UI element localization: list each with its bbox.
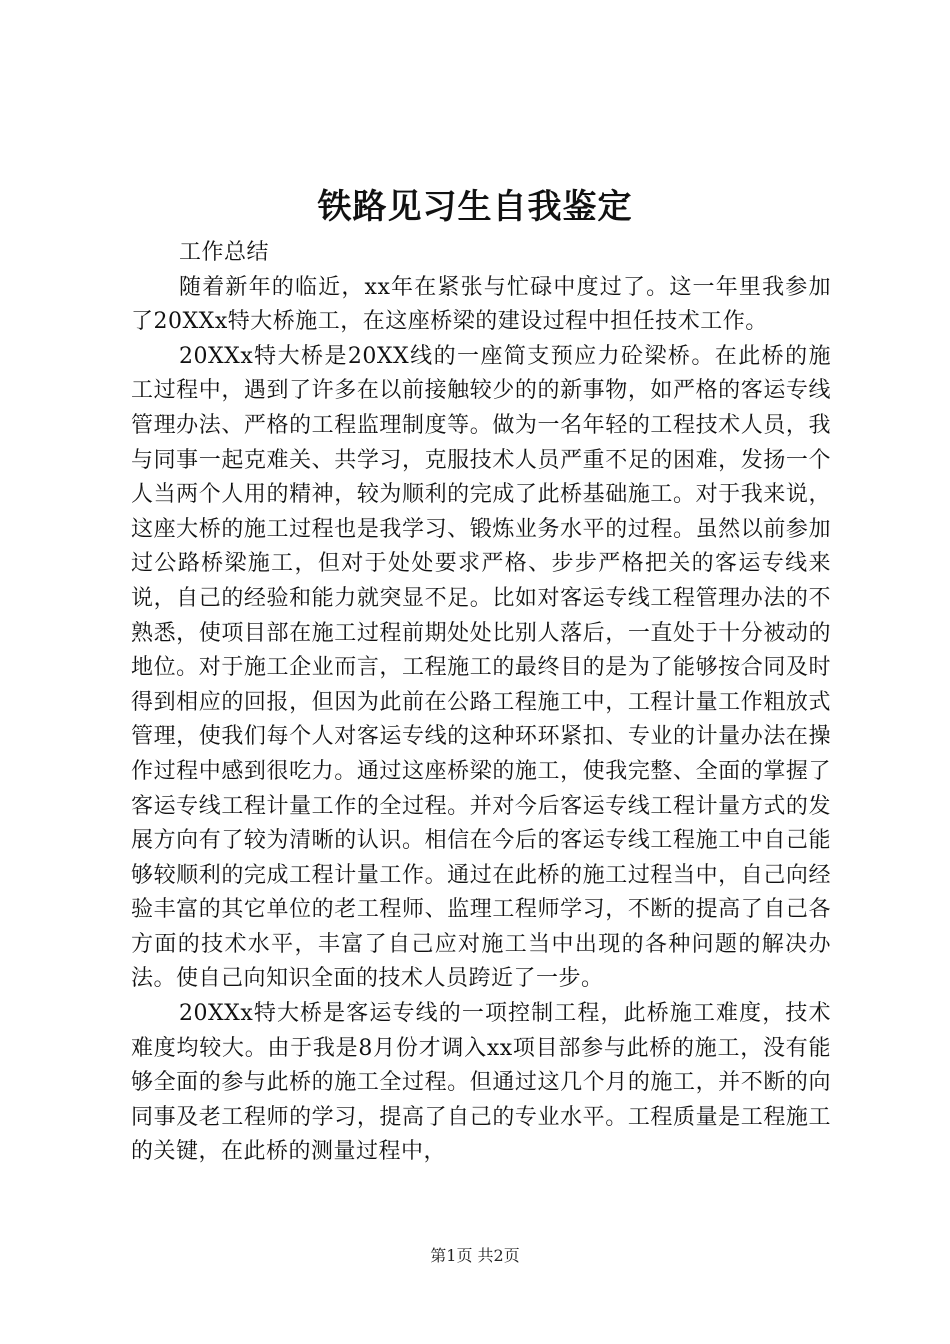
paragraph: 随着新年的临近，xx年在紧张与忙碌中度过了。这一年里我参加了20XXx特大桥施工，在这座桥梁的建设过程中担任技术工作。 [131, 274, 831, 335]
paragraph: 20XXx特大桥是客运专线的一项控制工程，此桥施工难度，技术难度均较大。由于我是8月份才调入xx项目部参与此桥的施工，没有能够全面的参与此桥的施工全过程。但通过这几个月的施工，并不断的向同事及老工程师的学习，提高了自己的专业水平。工程质量是工程施工的关键，在此桥的测量过程中， [131, 1001, 831, 1165]
document-body [131, 236, 831, 1170]
page-number-footer: 第1页 共2页 [430, 1246, 520, 1265]
paragraph: 20XXx特大桥是20XX线的一座简支预应力砼梁桥。在此桥的施工过程中，遇到了许多在以前接触较少的的新事物，如严格的客运专线管理办法、严格的工程监理制度等。做为一名年轻的工程技术人员，我与同事一起克难关、共学习，克服技术人员严重不足的困难，发扬一个人当两个人用的精神，较为顺利的完成了此桥基础施工。对于我来说，这座大桥的施工过程也是我学习、锻炼业务水平的过程。虽然以前参加过公路桥梁施工，但对于处处要求严格、步步严格把关的客运专线来说，自己的经验和能力就突显不足。比如对客运专线工程管理办法的不熟悉，使项目部在施工过程前期处处比别人落后，一直处于十分被动的地位。对于施工企业而言，工程施工的最终目的是为了能够按合同及时得到相应的回报，但因为此前在公路工程施工中，工程计量工作粗放式管理，使我们每个人对客运专线的这种环环紧扣、专业的计量办法在操作过程中感到很吃力。通过这座桥梁的施工，使我完整、全面的掌握了客运专线工程计量工作的全过程。并对今后客运专线工程计量方式的发展方向有了较为清晰的认识。相信在今后的客运专线工程施工中自己能够较顺利的完成工程计量工作。通过在此桥的施工过程当中，自己向经验丰富的其它单位的老工程师、监理工程师学习，不断的提高了自己各方面的技术水平，丰富了自己应对施工当中出现的各种问题的解决办法。使自己向知识全面的技术人员跨近了一步。 [131, 343, 831, 992]
section-heading: 工作总结 [179, 240, 270, 265]
document-title: 铁路见习生自我鉴定 [317, 187, 633, 227]
